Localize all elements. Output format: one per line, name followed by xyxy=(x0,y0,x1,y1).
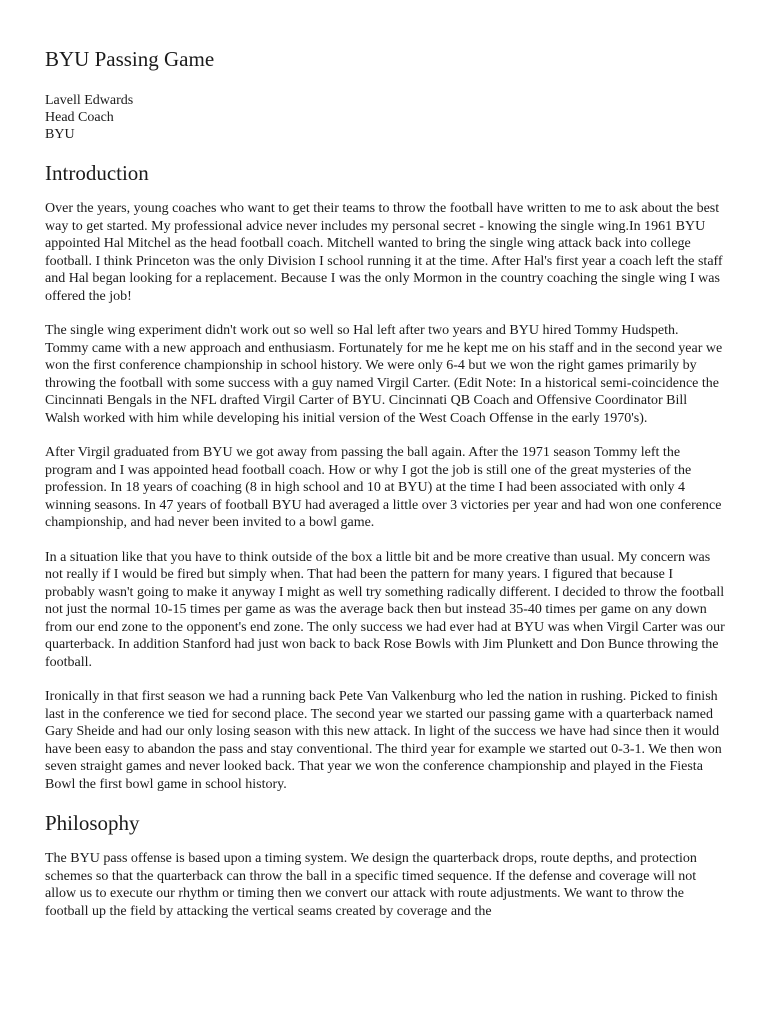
author-block xyxy=(45,92,725,143)
author-school: BYU xyxy=(45,127,75,142)
author-name: Lavell Edwards xyxy=(45,93,134,108)
document-title: BYU Passing Game xyxy=(45,47,215,71)
paragraph: The BYU pass offense is based upon a timing system. We design the quarterback drops, route depths, and protection schemes so that the quarterback can throw the ball in a specific timed sequence. If the defense and coverage will not allow us to execute our rhythm or timing then we convert our attack with route adjustments. We want to throw the football up the field by attacking the vertical seams created by coverage and the xyxy=(45,851,697,919)
section-philosophy xyxy=(45,810,725,920)
paragraph: Ironically in that first season we had a running back Pete Van Valkenburg who led the nation in rushing. Picked to finish last in the conference we tied for second place. The second year we started our passing game with a quarterback named Gary Sheide and had our only losing season with this new attack. In light of the success we have had since then it would have been easy to abandon the pass and stay conventional. The third year for example we started out 0-3-1. We then won seven straight games and never looked back. That year we won the conference championship and played in the Fiesta Bowl the first bowl game in school history. xyxy=(45,689,722,792)
section-heading-introduction: Introduction xyxy=(45,161,149,185)
paragraph: Over the years, young coaches who want to get their teams to throw the football have written to me to ask about the best way to get started. My professional advice never includes my personal secret - knowing the single wing.In 1961 BYU appointed Hal Mitchel as the head football coach. Mitchell wanted to bring the single wing attack back into college football. I think Princeton was the only Division I school running it at the time. After Hal's first year a coach left the staff and Hal began looking for a replacement. Because I was the only Mormon in the country coaching the single wing I was offered the job! xyxy=(45,201,723,304)
section-heading-philosophy: Philosophy xyxy=(45,811,140,835)
paragraph: After Virgil graduated from BYU we got away from passing the ball again. After the 1971 season Tommy left the program and I was appointed head football coach. How or why I got the job is still one of the great mysteries of the profession. In 18 years of coaching (8 in high school and 10 at BYU) at the time I had been associated with only 4 winning seasons. In 47 years of football BYU had averaged a little over 3 victories per year and had won one conference championship, and had never been invited to a bowl game. xyxy=(45,445,722,530)
author-position: Head Coach xyxy=(45,110,114,125)
section-introduction xyxy=(45,160,725,793)
paragraph: In a situation like that you have to think outside of the box a little bit and be more creative than usual. My concern was not really if I would be fired but simply when. That had been the pattern for many years. I figured that because I probably wasn't going to make it anyway I might as well try something radically different. I decided to throw the football not just the normal 10-15 times per game as was the average back then but instead 35-40 times per game on any down from our end zone to the opponent's end zone. The only success we had ever had at BYU was when Virgil Carter was our quarterback. In addition Stanford had just won back to back Rose Bowls with Jim Plunkett and Don Bunce throwing the football. xyxy=(45,549,725,670)
paragraph: The single wing experiment didn't work out so well so Hal left after two years and BYU hired Tommy Hudspeth. Tommy came with a new approach and enthusiasm. Fortunately for me he kept me on his staff and in the second year we won the first conference championship in school history. We were only 6-4 but we won the right games primarily by throwing the football with some success with a guy named Virgil Carter. (Edit Note: In a historical semi-coincidence the Cincinnati Bengals in the NFL drafted Virgil Carter of BYU. Cincinnati QB Coach and Offensive Coordinator Bill Walsh worked with him while developing his initial version of the West Coach Offense in the early 1970's). xyxy=(45,323,723,426)
document-page xyxy=(45,46,725,937)
